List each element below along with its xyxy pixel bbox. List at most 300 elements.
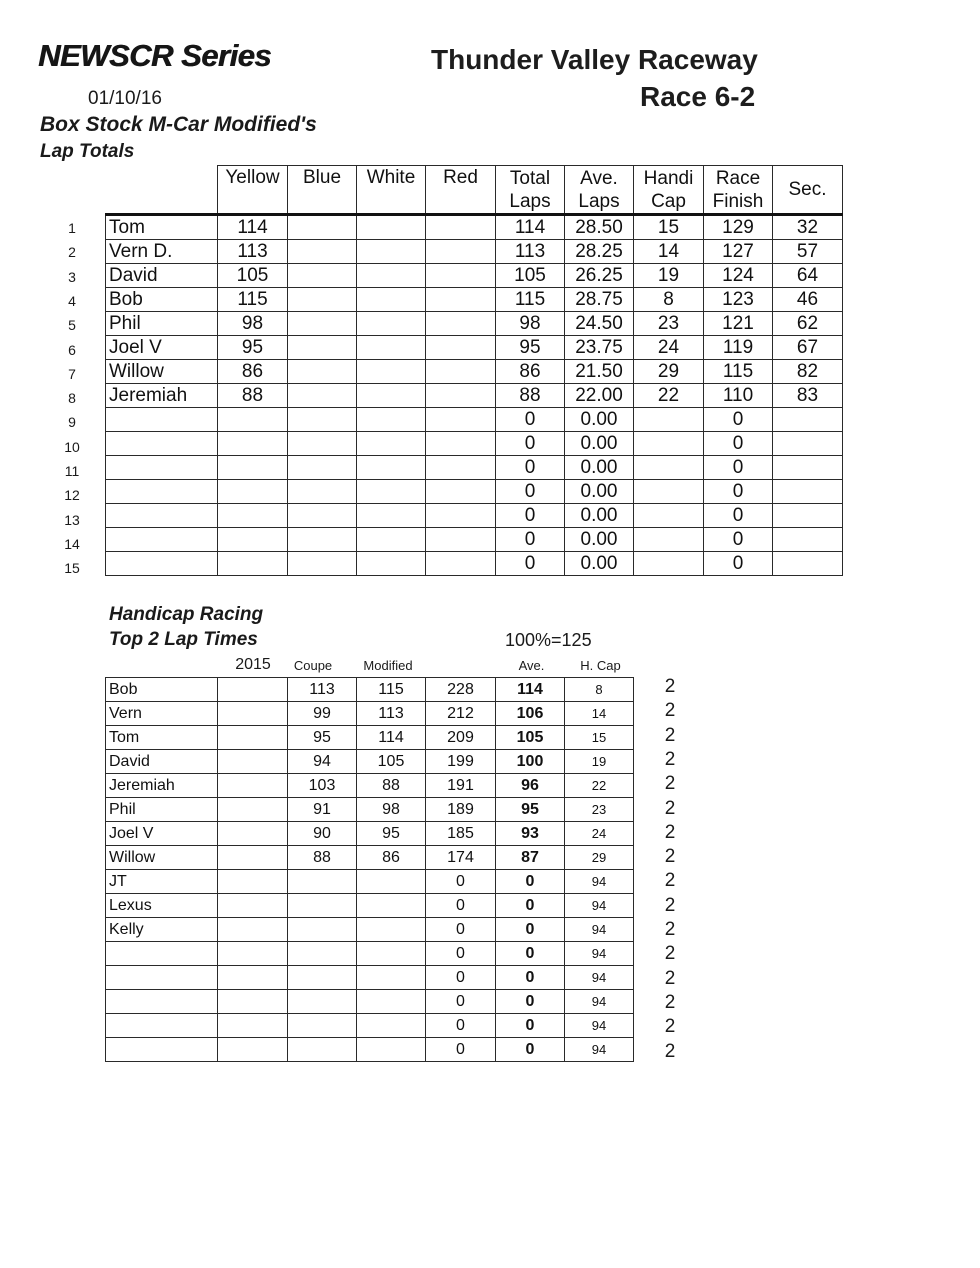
row-number: 13 — [64, 511, 80, 528]
cell-blue — [288, 432, 357, 456]
hc-cell-hcap: 94 — [565, 990, 634, 1014]
handicap-row — [106, 870, 634, 894]
col-header-ave-laps: Ave. Laps — [565, 166, 634, 215]
hc-cell-coupe — [288, 918, 357, 942]
handicap-title: Handicap Racing — [109, 604, 264, 625]
lap-table-header — [106, 166, 843, 215]
cell-white — [357, 312, 426, 336]
cell-blue — [288, 480, 357, 504]
cell-finish: 0 — [704, 504, 773, 528]
hc-cell-coupe — [288, 1014, 357, 1038]
cell-ave: 0.00 — [565, 552, 634, 576]
hc-cell-hcap: 8 — [565, 678, 634, 702]
cell-handicap: 15 — [634, 215, 704, 240]
cell-yellow: 105 — [218, 264, 288, 288]
cell-ave: 0.00 — [565, 480, 634, 504]
cell-total: 0 — [496, 504, 565, 528]
hc-cell-hcap: 94 — [565, 966, 634, 990]
cell-total: 105 — [496, 264, 565, 288]
hc-cell-modified — [357, 918, 426, 942]
hc-cell-hcap: 94 — [565, 918, 634, 942]
hc-cell-hcap: 29 — [565, 846, 634, 870]
hc-cell-modified: 86 — [357, 846, 426, 870]
cell-total: 114 — [496, 215, 565, 240]
cell-red — [426, 528, 496, 552]
cell-red — [426, 384, 496, 408]
header-2015: 2015 — [235, 656, 271, 673]
cell-yellow — [218, 480, 288, 504]
hc-cell-name — [106, 1038, 218, 1062]
cell-sec: 32 — [773, 215, 843, 240]
lap-row — [106, 552, 843, 576]
hc-cell-name — [106, 1014, 218, 1038]
hc-cell-coupe: 88 — [288, 846, 357, 870]
lap-row — [106, 336, 843, 360]
lap-row — [106, 504, 843, 528]
hc-cell-name — [106, 966, 218, 990]
cell-sec — [773, 408, 843, 432]
cell-yellow — [218, 552, 288, 576]
cell-blue — [288, 215, 357, 240]
cell-sec: 64 — [773, 264, 843, 288]
cell-yellow: 86 — [218, 360, 288, 384]
cell-white — [357, 528, 426, 552]
hc-cell-ave: 87 — [496, 846, 565, 870]
hc-cell-y2015 — [218, 870, 288, 894]
cell-handicap — [634, 408, 704, 432]
hc-cell-ave: 0 — [496, 918, 565, 942]
extra-value: 2 — [664, 748, 676, 770]
row-number: 5 — [68, 317, 76, 334]
hc-cell-ave: 0 — [496, 1038, 565, 1062]
cell-total: 0 — [496, 480, 565, 504]
col-header-total-laps: Total Laps — [496, 166, 565, 215]
header-ave: Ave. — [518, 658, 545, 673]
cell-handicap: 19 — [634, 264, 704, 288]
cell-ave: 0.00 — [565, 456, 634, 480]
cell-white — [357, 336, 426, 360]
cell-blue — [288, 360, 357, 384]
hc-cell-modified: 88 — [357, 774, 426, 798]
col-header-sec: Sec. — [773, 166, 843, 215]
hc-cell-coupe: 103 — [288, 774, 357, 798]
hc-cell-sum: 0 — [426, 942, 496, 966]
col-header-race-finish: Race Finish — [704, 166, 773, 215]
row-number: 6 — [68, 341, 76, 358]
cell-white — [357, 384, 426, 408]
cell-sec — [773, 504, 843, 528]
row-number: 7 — [68, 365, 76, 382]
cell-sec: 82 — [773, 360, 843, 384]
hc-cell-hcap: 15 — [565, 726, 634, 750]
cell-name — [106, 528, 218, 552]
row-number: 1 — [68, 220, 76, 236]
cell-name: Phil — [106, 312, 218, 336]
hc-cell-name: David — [106, 750, 218, 774]
cell-sec: 46 — [773, 288, 843, 312]
cell-name — [106, 408, 218, 432]
cell-sec — [773, 528, 843, 552]
cell-red — [426, 312, 496, 336]
row-number: 15 — [64, 560, 80, 577]
cell-red — [426, 240, 496, 264]
cell-finish: 0 — [704, 456, 773, 480]
lap-row — [106, 528, 843, 552]
cell-yellow — [218, 504, 288, 528]
col-header-handicap: Handi Cap — [634, 166, 704, 215]
hc-cell-y2015 — [218, 726, 288, 750]
hc-cell-ave: 0 — [496, 942, 565, 966]
lap-row — [106, 432, 843, 456]
handicap-row — [106, 822, 634, 846]
cell-ave: 28.25 — [565, 240, 634, 264]
cell-sec: 83 — [773, 384, 843, 408]
cell-blue — [288, 264, 357, 288]
extra-value: 2 — [664, 700, 676, 722]
cell-name: Tom — [106, 215, 218, 240]
cell-total: 0 — [496, 552, 565, 576]
header-coupe: Coupe — [293, 658, 333, 673]
cell-white — [357, 456, 426, 480]
cell-handicap: 23 — [634, 312, 704, 336]
header-blank — [106, 166, 218, 215]
track-name: Thunder Valley Raceway — [431, 44, 758, 75]
hc-cell-sum: 0 — [426, 894, 496, 918]
hc-cell-coupe — [288, 894, 357, 918]
cell-yellow: 115 — [218, 288, 288, 312]
cell-blue — [288, 528, 357, 552]
hc-cell-modified: 113 — [357, 702, 426, 726]
hc-cell-y2015 — [218, 942, 288, 966]
row-number: 4 — [68, 292, 76, 309]
row-number: 12 — [64, 487, 80, 504]
hc-cell-name — [106, 990, 218, 1014]
col-header-white: White — [357, 166, 426, 215]
hc-cell-y2015 — [218, 702, 288, 726]
hc-cell-modified: 114 — [357, 726, 426, 750]
hc-cell-y2015 — [218, 774, 288, 798]
row-number: 9 — [68, 414, 76, 431]
cell-yellow — [218, 432, 288, 456]
handicap-table — [105, 677, 634, 1062]
cell-red — [426, 336, 496, 360]
lap-row — [106, 312, 843, 336]
hc-cell-ave: 105 — [496, 726, 565, 750]
cell-total: 95 — [496, 336, 565, 360]
cell-finish: 129 — [704, 215, 773, 240]
handicap-row — [106, 942, 634, 966]
hc-cell-y2015 — [218, 822, 288, 846]
hc-cell-modified — [357, 894, 426, 918]
handicap-row — [106, 966, 634, 990]
row-number: 8 — [68, 390, 76, 407]
cell-handicap — [634, 456, 704, 480]
cell-blue — [288, 384, 357, 408]
row-number: 3 — [68, 268, 76, 285]
cell-ave: 0.00 — [565, 528, 634, 552]
cell-yellow — [218, 456, 288, 480]
cell-name — [106, 432, 218, 456]
hc-cell-ave: 0 — [496, 1014, 565, 1038]
cell-ave: 28.75 — [565, 288, 634, 312]
cell-finish: 127 — [704, 240, 773, 264]
cell-ave: 21.50 — [565, 360, 634, 384]
hc-cell-name: Willow — [106, 846, 218, 870]
hc-cell-hcap: 94 — [565, 1038, 634, 1062]
cell-finish: 124 — [704, 264, 773, 288]
cell-handicap: 8 — [634, 288, 704, 312]
hc-cell-name: Kelly — [106, 918, 218, 942]
cell-red — [426, 504, 496, 528]
hc-cell-ave: 100 — [496, 750, 565, 774]
lap-totals-title: Lap Totals — [40, 141, 135, 162]
hc-cell-ave: 95 — [496, 798, 565, 822]
hc-cell-y2015 — [218, 846, 288, 870]
hc-cell-modified: 98 — [357, 798, 426, 822]
cell-yellow: 113 — [218, 240, 288, 264]
cell-red — [426, 408, 496, 432]
hc-cell-y2015 — [218, 798, 288, 822]
cell-finish: 0 — [704, 432, 773, 456]
cell-white — [357, 288, 426, 312]
cell-handicap — [634, 552, 704, 576]
hc-cell-coupe — [288, 1038, 357, 1062]
hc-cell-ave: 0 — [496, 990, 565, 1014]
cell-yellow: 114 — [218, 215, 288, 240]
cell-handicap — [634, 504, 704, 528]
hc-cell-sum: 0 — [426, 1038, 496, 1062]
cell-blue — [288, 456, 357, 480]
cell-total: 0 — [496, 408, 565, 432]
handicap-row — [106, 750, 634, 774]
cell-ave: 22.00 — [565, 384, 634, 408]
percent-note: 100%=125 — [505, 630, 592, 650]
hc-cell-hcap: 24 — [565, 822, 634, 846]
lap-row — [106, 215, 843, 240]
extra-value: 2 — [664, 773, 676, 795]
cell-sec — [773, 480, 843, 504]
hc-cell-sum: 0 — [426, 966, 496, 990]
extra-value: 2 — [664, 1016, 676, 1038]
cell-white — [357, 215, 426, 240]
cell-name — [106, 456, 218, 480]
hc-cell-ave: 93 — [496, 822, 565, 846]
cell-name — [106, 552, 218, 576]
handicap-row — [106, 726, 634, 750]
hc-cell-modified — [357, 1014, 426, 1038]
cell-sec: 57 — [773, 240, 843, 264]
cell-blue — [288, 312, 357, 336]
cell-total: 86 — [496, 360, 565, 384]
handicap-row — [106, 990, 634, 1014]
cell-finish: 0 — [704, 480, 773, 504]
cell-finish: 0 — [704, 552, 773, 576]
hc-cell-modified: 115 — [357, 678, 426, 702]
col-header-blue: Blue — [288, 166, 357, 215]
lap-row — [106, 456, 843, 480]
hc-cell-y2015 — [218, 750, 288, 774]
hc-cell-sum: 191 — [426, 774, 496, 798]
cell-white — [357, 240, 426, 264]
extra-value: 2 — [664, 943, 676, 965]
cell-name — [106, 504, 218, 528]
handicap-row — [106, 846, 634, 870]
hc-cell-y2015 — [218, 918, 288, 942]
hc-cell-ave: 96 — [496, 774, 565, 798]
cell-name: Vern D. — [106, 240, 218, 264]
cell-total: 113 — [496, 240, 565, 264]
extra-value: 2 — [664, 870, 676, 892]
hc-cell-hcap: 14 — [565, 702, 634, 726]
cell-white — [357, 480, 426, 504]
hc-cell-ave: 114 — [496, 678, 565, 702]
lap-row — [106, 384, 843, 408]
hc-cell-hcap: 22 — [565, 774, 634, 798]
header-modified: Modified — [363, 658, 413, 673]
cell-total: 115 — [496, 288, 565, 312]
extra-value: 2 — [664, 1040, 676, 1062]
cell-blue — [288, 336, 357, 360]
cell-handicap — [634, 432, 704, 456]
cell-white — [357, 504, 426, 528]
cell-ave: 0.00 — [565, 504, 634, 528]
hc-cell-name: Lexus — [106, 894, 218, 918]
hc-cell-y2015 — [218, 1038, 288, 1062]
cell-blue — [288, 408, 357, 432]
cell-name: Joel V — [106, 336, 218, 360]
cell-yellow — [218, 528, 288, 552]
cell-blue — [288, 552, 357, 576]
cell-finish: 123 — [704, 288, 773, 312]
row-number: 14 — [64, 535, 80, 552]
hc-cell-y2015 — [218, 966, 288, 990]
hc-cell-modified — [357, 870, 426, 894]
hc-cell-name: JT — [106, 870, 218, 894]
hc-cell-y2015 — [218, 990, 288, 1014]
hc-cell-coupe: 90 — [288, 822, 357, 846]
cell-ave: 0.00 — [565, 408, 634, 432]
hc-cell-ave: 0 — [496, 966, 565, 990]
hc-cell-sum: 0 — [426, 870, 496, 894]
handicap-subtitle: Top 2 Lap Times — [109, 629, 258, 650]
handicap-row — [106, 678, 634, 702]
cell-white — [357, 408, 426, 432]
cell-ave: 23.75 — [565, 336, 634, 360]
extra-value: 2 — [664, 821, 676, 843]
cell-sec: 62 — [773, 312, 843, 336]
extra-value: 2 — [664, 676, 676, 697]
cell-sec — [773, 552, 843, 576]
lap-row — [106, 480, 843, 504]
cell-total: 0 — [496, 528, 565, 552]
header-hcap: H. Cap — [580, 658, 621, 673]
handicap-row — [106, 1014, 634, 1038]
cell-name: Willow — [106, 360, 218, 384]
cell-total: 0 — [496, 456, 565, 480]
cell-red — [426, 480, 496, 504]
cell-yellow: 98 — [218, 312, 288, 336]
handicap-row — [106, 918, 634, 942]
hc-cell-ave: 0 — [496, 894, 565, 918]
extra-value: 2 — [664, 991, 676, 1013]
cell-total: 0 — [496, 432, 565, 456]
row-number: 2 — [68, 244, 76, 261]
handicap-row — [106, 798, 634, 822]
cell-blue — [288, 504, 357, 528]
cell-yellow: 88 — [218, 384, 288, 408]
cell-white — [357, 264, 426, 288]
cell-name — [106, 480, 218, 504]
extra-value: 2 — [664, 894, 676, 916]
lap-row — [106, 264, 843, 288]
hc-cell-ave: 0 — [496, 870, 565, 894]
hc-cell-name: Jeremiah — [106, 774, 218, 798]
hc-cell-sum: 0 — [426, 1014, 496, 1038]
cell-sec — [773, 456, 843, 480]
cell-yellow: 95 — [218, 336, 288, 360]
cell-name: Bob — [106, 288, 218, 312]
cell-total: 98 — [496, 312, 565, 336]
row-number: 11 — [64, 463, 80, 479]
cell-white — [357, 432, 426, 456]
cell-white — [357, 360, 426, 384]
extra-value: 2 — [664, 919, 676, 940]
cell-name: Jeremiah — [106, 384, 218, 408]
cell-red — [426, 288, 496, 312]
hc-cell-coupe — [288, 966, 357, 990]
cell-blue — [288, 288, 357, 312]
cell-ave: 0.00 — [565, 432, 634, 456]
hc-cell-sum: 189 — [426, 798, 496, 822]
hc-cell-hcap: 94 — [565, 894, 634, 918]
cell-red — [426, 552, 496, 576]
extra-value: 2 — [664, 846, 676, 868]
series-title: NEWSCR Series — [38, 38, 271, 73]
hc-cell-coupe: 99 — [288, 702, 357, 726]
cell-sec: 67 — [773, 336, 843, 360]
hc-cell-coupe — [288, 990, 357, 1014]
hc-cell-ave: 106 — [496, 702, 565, 726]
hc-cell-coupe — [288, 942, 357, 966]
hc-cell-modified — [357, 1038, 426, 1062]
col-header-yellow: Yellow — [218, 166, 288, 215]
cell-finish: 115 — [704, 360, 773, 384]
hc-cell-sum: 209 — [426, 726, 496, 750]
hc-cell-name: Phil — [106, 798, 218, 822]
race-date: 01/10/16 — [88, 88, 162, 109]
lap-row — [106, 288, 843, 312]
hc-cell-hcap: 23 — [565, 798, 634, 822]
hc-cell-modified — [357, 966, 426, 990]
handicap-row — [106, 774, 634, 798]
cell-name: David — [106, 264, 218, 288]
hc-cell-modified — [357, 942, 426, 966]
hc-cell-coupe: 94 — [288, 750, 357, 774]
cell-ave: 24.50 — [565, 312, 634, 336]
cell-red — [426, 264, 496, 288]
extra-value: 2 — [664, 724, 676, 746]
hc-cell-name: Vern — [106, 702, 218, 726]
cell-handicap: 14 — [634, 240, 704, 264]
hc-cell-y2015 — [218, 1014, 288, 1038]
cell-red — [426, 215, 496, 240]
col-header-red: Red — [426, 166, 496, 215]
hc-cell-name — [106, 942, 218, 966]
hc-cell-modified — [357, 990, 426, 1014]
cell-yellow — [218, 408, 288, 432]
hc-cell-sum: 0 — [426, 918, 496, 942]
cell-blue — [288, 240, 357, 264]
